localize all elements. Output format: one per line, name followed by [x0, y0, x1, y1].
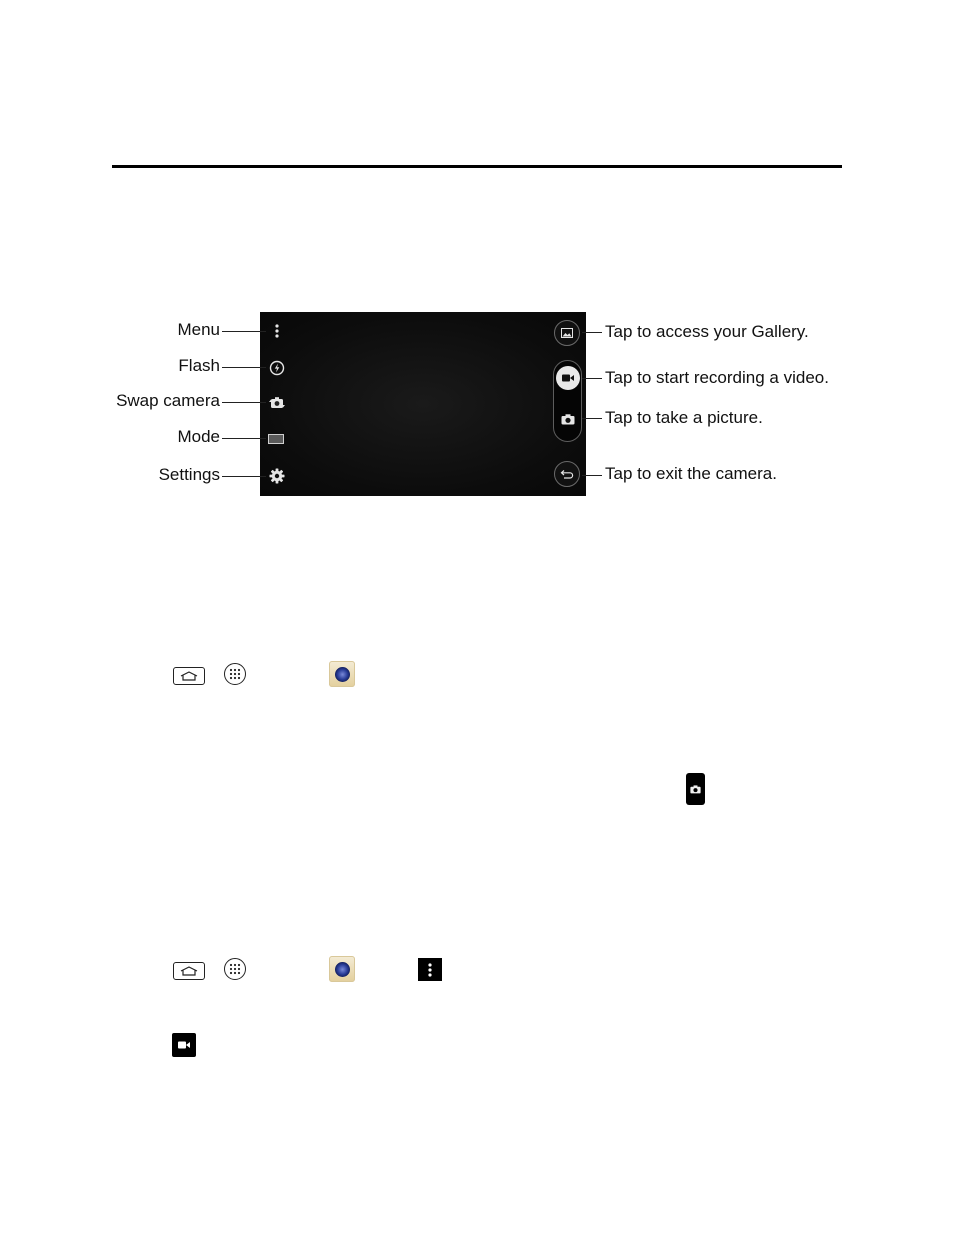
label-settings: Settings: [158, 465, 220, 484]
label-mode: Mode: [177, 427, 220, 446]
gallery-icon[interactable]: [554, 320, 580, 346]
home-key-icon: [173, 962, 205, 980]
label-exit-camera: Tap to exit the camera.: [605, 464, 777, 483]
shutter-camera-icon[interactable]: [557, 408, 579, 430]
section-divider: [112, 165, 842, 168]
menu-icon[interactable]: [268, 322, 286, 340]
leader-line: [222, 331, 266, 332]
home-key-icon: [173, 667, 205, 685]
leader-line: [582, 475, 602, 476]
label-record-video: Tap to start recording a video.: [605, 368, 829, 387]
label-menu: Menu: [177, 320, 220, 339]
leader-line: [582, 332, 602, 333]
camera-lens-icon: [335, 962, 350, 977]
video-record-icon: [172, 1033, 196, 1057]
leader-line: [222, 438, 266, 439]
label-swap-camera: Swap camera: [116, 391, 220, 410]
leader-line: [582, 418, 602, 419]
swap-camera-icon[interactable]: [266, 394, 288, 412]
apps-key-icon: [224, 663, 246, 685]
mode-icon[interactable]: [268, 434, 284, 444]
leader-line: [222, 367, 266, 368]
settings-icon[interactable]: [267, 466, 287, 486]
leader-line: [222, 476, 266, 477]
shutter-button-icon: [686, 773, 705, 805]
flash-icon[interactable]: [267, 358, 287, 378]
label-flash: Flash: [178, 356, 220, 375]
leader-line: [582, 378, 602, 379]
video-record-icon[interactable]: [556, 366, 580, 390]
label-take-picture: Tap to take a picture.: [605, 408, 763, 427]
menu-icon: [418, 958, 442, 981]
back-icon[interactable]: [554, 461, 580, 487]
leader-line: [222, 402, 266, 403]
apps-key-icon: [224, 958, 246, 980]
label-gallery: Tap to access your Gallery.: [605, 322, 809, 341]
camera-viewfinder-screenshot: [260, 312, 586, 496]
camera-lens-icon: [335, 667, 350, 682]
camera-app-icon: [329, 956, 355, 982]
camera-app-icon: [329, 661, 355, 687]
